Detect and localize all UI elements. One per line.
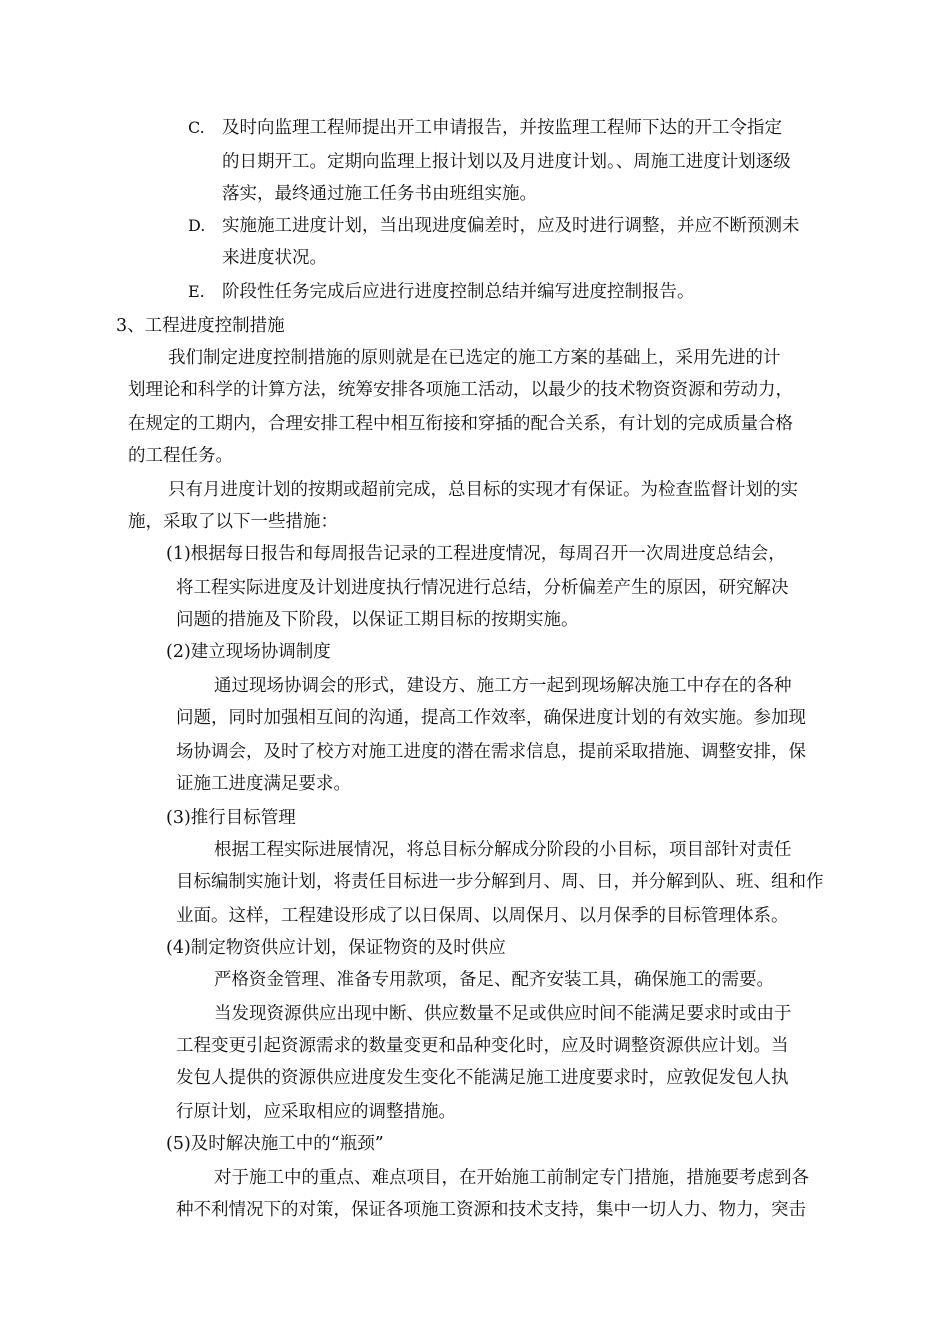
text-line: 施，采取了以下一些措施： bbox=[128, 512, 338, 532]
text-line: 当发现资源供应出现中断、供应数量不足或供应时间不能满足要求时或由于 bbox=[214, 1004, 792, 1024]
text-line: 行原计划，应采取相应的调整措施。 bbox=[176, 1102, 456, 1122]
section-heading: 3、工程进度控制措施 bbox=[116, 316, 285, 336]
text-line: 目标编制实施计划，将责任目标进一步分解到月、周、日，并分解到队、班、组和作 bbox=[176, 872, 824, 892]
measure-title: (2)建立现场协调制度 bbox=[166, 642, 331, 662]
measure-title: (1)根据每日报告和每周报告记录的工程进度情况，每周召开一次周进度总结会， bbox=[166, 544, 786, 564]
text-line: 通过现场协调会的形式，建设方、施工方一起到现场解决施工中存在的各种 bbox=[214, 676, 792, 696]
text-line: 及时向监理工程师提出开工申请报告，并按监理工程师下达的开工令指定 bbox=[222, 118, 782, 138]
text-line: 严格资金管理、准备专用款项，备足、配齐安装工具，确保施工的需要。 bbox=[214, 970, 774, 990]
text-line: 根据工程实际进展情况，将总目标分解成分阶段的小目标，项目部针对责任 bbox=[214, 840, 792, 860]
text-line: 工程变更引起资源需求的数量变更和品种变化时，应及时调整资源供应计划。当 bbox=[176, 1036, 789, 1056]
text-line: 我们制定进度控制措施的原则就是在已选定的施工方案的基础上，采用先进的计 bbox=[168, 348, 781, 368]
list-marker: E. bbox=[188, 282, 205, 301]
text-line: 业面。这样，工程建设形成了以日保周、以周保月、以月保季的目标管理体系。 bbox=[176, 906, 789, 926]
text-line: 在规定的工期内，合理安排工程中相互衔接和穿插的配合关系，有计划的完成质量合格 bbox=[128, 414, 793, 434]
text-line: 只有月进度计划的按期或超前完成，总目标的实现才有保证。为检查监督计划的实 bbox=[168, 480, 798, 500]
text-line: 证施工进度满足要求。 bbox=[176, 774, 351, 794]
text-line: 的工程任务。 bbox=[128, 446, 233, 466]
text-line: 来进度状况。 bbox=[222, 248, 327, 268]
text-line: 阶段性任务完成后应进行进度控制总结并编写进度控制报告。 bbox=[222, 282, 695, 302]
measure-title: (5)及时解决施工中的“瓶颈” bbox=[166, 1134, 384, 1154]
text-line: 的日期开工。定期向监理上报计划以及月进度计划。、周施工进度计划逐级 bbox=[222, 152, 791, 172]
text-line: 对于施工中的重点、难点项目，在开始施工前制定专门措施，措施要考虑到各 bbox=[214, 1168, 809, 1188]
text-line: 实施施工进度计划，当出现进度偏差时，应及时进行调整，并应不断预测未 bbox=[222, 216, 800, 236]
text-line: 落实，最终通过施工任务书由班组实施。 bbox=[222, 184, 537, 204]
text-line: 划理论和科学的计算方法，统筹安排各项施工活动，以最少的技术物资资源和劳动力， bbox=[128, 380, 793, 400]
text-line: 场协调会，及时了校方对施工进度的潜在需求信息，提前采取措施、调整安排，保 bbox=[176, 742, 806, 762]
list-marker: D. bbox=[188, 216, 206, 235]
text-line: 问题，同时加强相互间的沟通，提高工作效率，确保进度计划的有效实施。参加现 bbox=[176, 708, 806, 728]
text-line: 将工程实际进度及计划进度执行情况进行总结，分析偏差产生的原因，研究解决 bbox=[176, 578, 789, 598]
text-line: 问题的措施及下阶段，以保证工期目标的按期实施。 bbox=[176, 610, 579, 630]
measure-title: (3)推行目标管理 bbox=[166, 808, 296, 828]
measure-title: (4)制定物资供应计划，保证物资的及时供应 bbox=[166, 938, 506, 958]
text-line: 种不利情况下的对策，保证各项施工资源和技术支持，集中一切人力、物力，突击 bbox=[176, 1200, 806, 1220]
text-line: 发包人提供的资源供应进度发生变化不能满足施工进度要求时，应敦促发包人执 bbox=[176, 1068, 789, 1088]
list-marker: C. bbox=[188, 118, 205, 137]
